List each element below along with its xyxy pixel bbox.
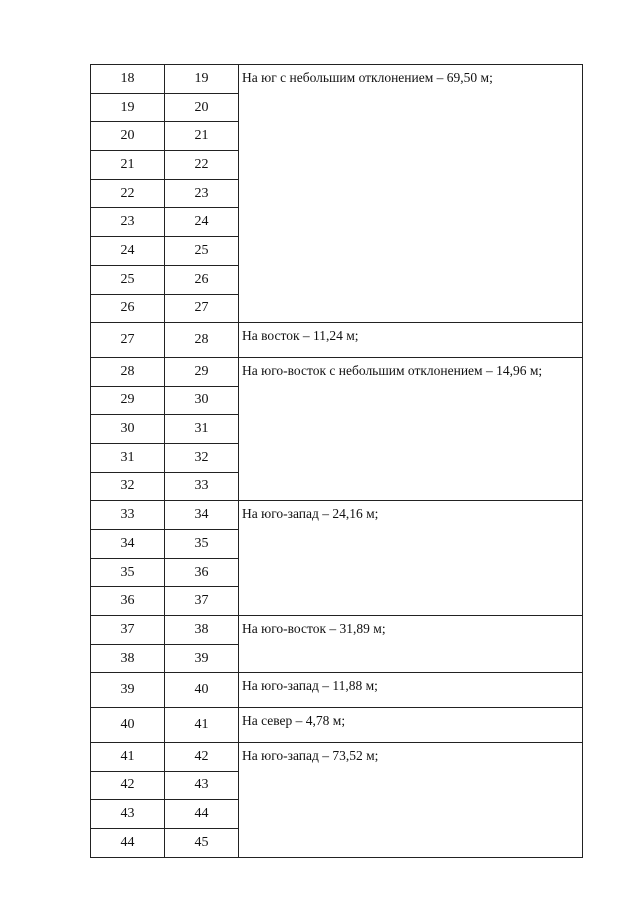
- point-from-cell: 26: [91, 294, 165, 323]
- point-from-cell: 39: [91, 673, 165, 708]
- table-body: [91, 65, 583, 858]
- point-from-cell: 22: [91, 179, 165, 208]
- point-from-cell: 27: [91, 323, 165, 358]
- table-row: [91, 673, 583, 708]
- point-from-cell: 21: [91, 151, 165, 180]
- point-to-cell: 29: [165, 357, 239, 386]
- point-to-cell: 22: [165, 151, 239, 180]
- point-to-cell: 28: [165, 323, 239, 358]
- point-from-cell: 34: [91, 530, 165, 559]
- point-to-cell: 44: [165, 800, 239, 829]
- point-from-cell: 31: [91, 443, 165, 472]
- table-row: [91, 357, 583, 386]
- point-from-cell: 44: [91, 828, 165, 857]
- point-from-cell: 33: [91, 501, 165, 530]
- point-from-cell: 20: [91, 122, 165, 151]
- point-from-cell: 28: [91, 357, 165, 386]
- point-from-cell: 32: [91, 472, 165, 501]
- point-to-cell: 20: [165, 93, 239, 122]
- point-to-cell: 21: [165, 122, 239, 151]
- direction-description-cell: На юго-запад – 73,52 м;: [239, 742, 583, 857]
- point-to-cell: 32: [165, 443, 239, 472]
- points-table: [90, 64, 583, 858]
- table-row: [91, 708, 583, 743]
- direction-description-cell: На юго-запад – 24,16 м;: [239, 501, 583, 616]
- point-to-cell: 26: [165, 265, 239, 294]
- point-to-cell: 25: [165, 237, 239, 266]
- point-to-cell: 40: [165, 673, 239, 708]
- point-from-cell: 19: [91, 93, 165, 122]
- direction-description-cell: На юго-восток – 31,89 м;: [239, 616, 583, 673]
- point-to-cell: 35: [165, 530, 239, 559]
- direction-description-cell: На юго-запад – 11,88 м;: [239, 673, 583, 708]
- boundary-description-table: [90, 64, 582, 850]
- point-to-cell: 33: [165, 472, 239, 501]
- point-from-cell: 25: [91, 265, 165, 294]
- point-from-cell: 37: [91, 616, 165, 645]
- table-row: [91, 742, 583, 771]
- point-from-cell: 36: [91, 587, 165, 616]
- point-from-cell: 40: [91, 708, 165, 743]
- point-to-cell: 19: [165, 65, 239, 94]
- point-to-cell: 43: [165, 771, 239, 800]
- table-row: [91, 616, 583, 645]
- direction-description-cell: На север – 4,78 м;: [239, 708, 583, 743]
- point-to-cell: 27: [165, 294, 239, 323]
- point-from-cell: 29: [91, 386, 165, 415]
- table-row: [91, 501, 583, 530]
- point-from-cell: 18: [91, 65, 165, 94]
- point-to-cell: 38: [165, 616, 239, 645]
- point-to-cell: 24: [165, 208, 239, 237]
- point-to-cell: 45: [165, 828, 239, 857]
- point-to-cell: 31: [165, 415, 239, 444]
- table-row: [91, 323, 583, 358]
- point-from-cell: 41: [91, 742, 165, 771]
- point-from-cell: 35: [91, 558, 165, 587]
- point-to-cell: 23: [165, 179, 239, 208]
- point-to-cell: 37: [165, 587, 239, 616]
- point-from-cell: 24: [91, 237, 165, 266]
- point-from-cell: 38: [91, 644, 165, 673]
- point-to-cell: 41: [165, 708, 239, 743]
- point-from-cell: 43: [91, 800, 165, 829]
- point-to-cell: 34: [165, 501, 239, 530]
- point-to-cell: 39: [165, 644, 239, 673]
- direction-description-cell: На юго-восток с небольшим отклонением – 14,96 м;: [239, 357, 583, 500]
- direction-description-cell: На восток – 11,24 м;: [239, 323, 583, 358]
- table-row: [91, 65, 583, 94]
- point-to-cell: 36: [165, 558, 239, 587]
- point-from-cell: 30: [91, 415, 165, 444]
- point-to-cell: 30: [165, 386, 239, 415]
- point-to-cell: 42: [165, 742, 239, 771]
- direction-description-cell: На юг с небольшим отклонением – 69,50 м;: [239, 65, 583, 323]
- point-from-cell: 23: [91, 208, 165, 237]
- point-from-cell: 42: [91, 771, 165, 800]
